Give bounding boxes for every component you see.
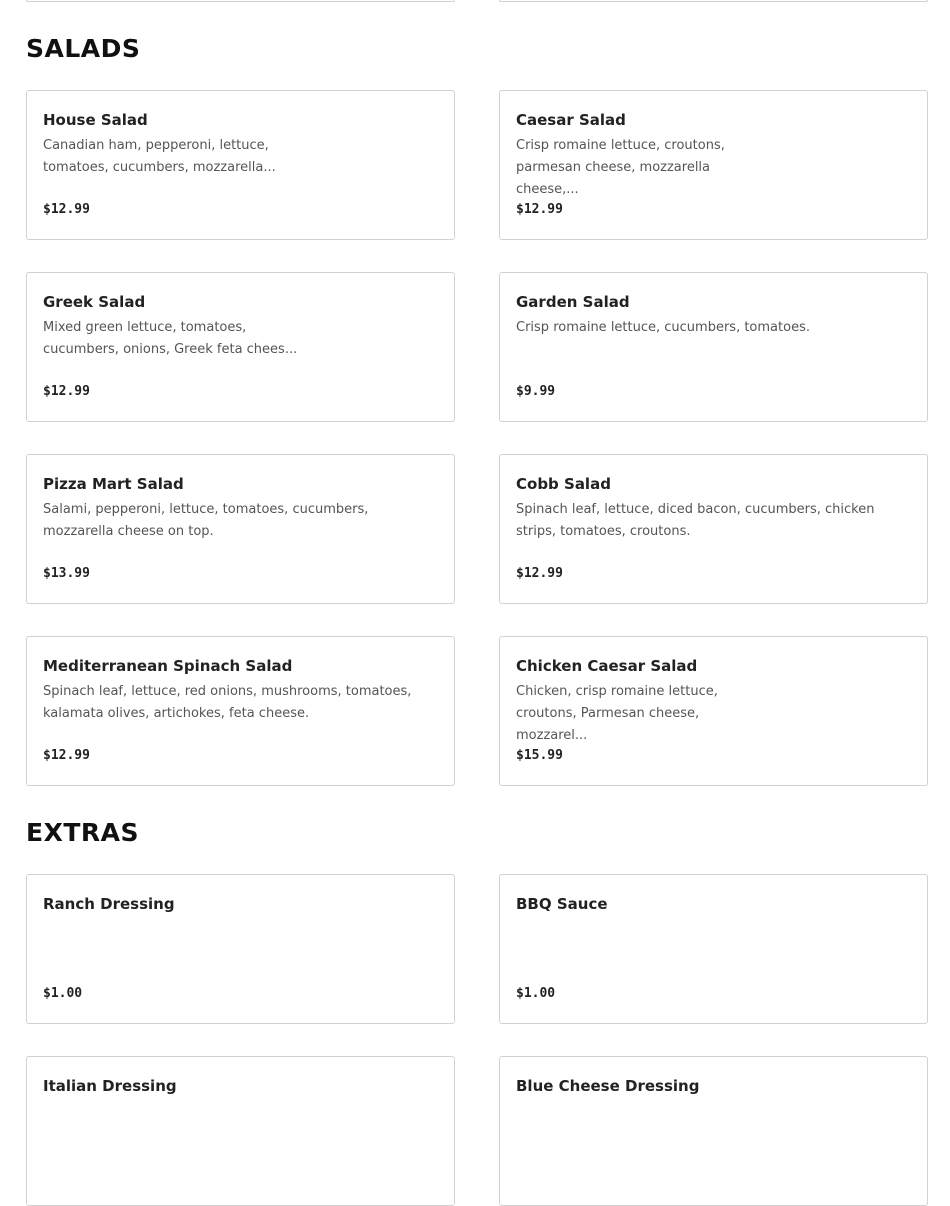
item-name: Mediterranean Spinach Salad bbox=[43, 657, 293, 675]
item-price: $15.99 bbox=[516, 748, 563, 763]
item-price: $12.99 bbox=[43, 384, 90, 399]
menu-item-card-partial[interactable] bbox=[26, 0, 455, 2]
item-description: Spinach leaf, lettuce, diced bacon, cucumbers, chicken strips, tomatoes, croutons. bbox=[516, 502, 875, 539]
item-name: House Salad bbox=[43, 111, 148, 129]
menu-item-card[interactable] bbox=[26, 454, 455, 604]
item-name: Pizza Mart Salad bbox=[43, 475, 184, 493]
menu-item-card[interactable] bbox=[26, 1056, 455, 1206]
item-description: Chicken, crisp romaine lettuce, croutons, Parmesan cheese, mozzarel... bbox=[516, 684, 718, 743]
item-name: Caesar Salad bbox=[516, 111, 626, 129]
menu-item-card[interactable] bbox=[499, 272, 928, 422]
item-description: Canadian ham, pepperoni, lettuce, tomatoes, cucumbers, mozzarella... bbox=[43, 138, 276, 175]
previous-section-cards bbox=[26, 0, 928, 2]
menu-item-card[interactable] bbox=[499, 454, 928, 604]
menu-item-card[interactable] bbox=[26, 90, 455, 240]
menu-item-card[interactable] bbox=[499, 90, 928, 240]
item-name: Blue Cheese Dressing bbox=[516, 1077, 700, 1095]
section-title-salads: SALADS bbox=[26, 34, 141, 63]
salads-grid bbox=[26, 90, 928, 786]
menu-item-card[interactable] bbox=[26, 874, 455, 1024]
item-name: Greek Salad bbox=[43, 293, 146, 311]
item-description: Spinach leaf, lettuce, red onions, mushrooms, tomatoes, kalamata olives, artichokes, feta cheese. bbox=[43, 684, 412, 721]
item-name: Cobb Salad bbox=[516, 475, 611, 493]
menu-item-card[interactable] bbox=[26, 272, 455, 422]
item-price: $1.00 bbox=[516, 986, 556, 1001]
item-price: $12.99 bbox=[516, 566, 563, 581]
item-price: $12.99 bbox=[516, 202, 563, 217]
menu-item-card[interactable] bbox=[499, 1056, 928, 1206]
item-name: Ranch Dressing bbox=[43, 895, 175, 913]
menu-item-card-partial[interactable] bbox=[499, 0, 928, 2]
section-title-extras: EXTRAS bbox=[26, 818, 140, 847]
item-price: $9.99 bbox=[516, 384, 556, 399]
item-description: Crisp romaine lettuce, cucumbers, tomatoes. bbox=[516, 320, 810, 335]
item-description: Salami, pepperoni, lettuce, tomatoes, cucumbers, mozzarella cheese on top. bbox=[43, 502, 369, 539]
extras-grid bbox=[26, 874, 928, 1206]
item-name: Italian Dressing bbox=[43, 1077, 177, 1095]
item-description: Crisp romaine lettuce, croutons, parmesan cheese, mozzarella cheese,... bbox=[516, 138, 725, 197]
item-price: $12.99 bbox=[43, 202, 90, 217]
item-price: $13.99 bbox=[43, 566, 90, 581]
menu-item-card[interactable] bbox=[26, 636, 455, 786]
item-price: $12.99 bbox=[43, 748, 90, 763]
item-price: $1.00 bbox=[43, 986, 83, 1001]
item-name: Chicken Caesar Salad bbox=[516, 657, 698, 675]
item-name: BBQ Sauce bbox=[516, 895, 608, 913]
menu-item-card[interactable] bbox=[499, 874, 928, 1024]
menu-item-card[interactable] bbox=[499, 636, 928, 786]
item-description: Mixed green lettuce, tomatoes, cucumbers, onions, Greek feta chees... bbox=[43, 320, 298, 357]
item-name: Garden Salad bbox=[516, 293, 630, 311]
